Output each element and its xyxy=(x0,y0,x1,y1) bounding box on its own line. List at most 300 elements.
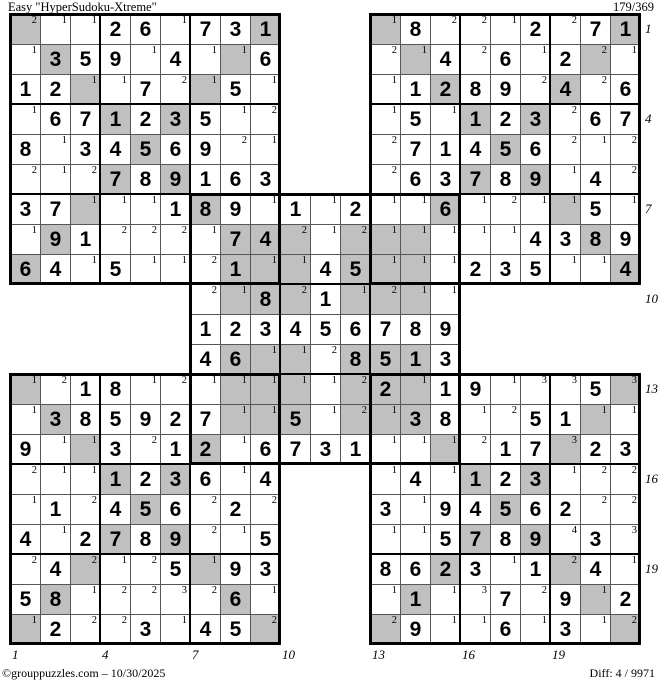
sudoku-cell[interactable] xyxy=(70,254,101,285)
sudoku-cell[interactable] xyxy=(340,404,371,435)
sudoku-cell[interactable] xyxy=(70,554,101,585)
sudoku-cell[interactable] xyxy=(430,284,461,315)
sudoku-cell[interactable] xyxy=(520,494,551,525)
sudoku-cell[interactable] xyxy=(520,74,551,105)
sudoku-cell[interactable] xyxy=(220,554,251,585)
sudoku-cell[interactable] xyxy=(40,404,71,435)
sudoku-cell[interactable] xyxy=(280,344,311,375)
sudoku-cell[interactable] xyxy=(190,74,221,105)
sudoku-cell[interactable] xyxy=(610,14,641,45)
sudoku-cell[interactable] xyxy=(520,134,551,165)
sudoku-cell[interactable] xyxy=(580,74,611,105)
sudoku-cell[interactable] xyxy=(430,494,461,525)
sudoku-cell[interactable] xyxy=(550,134,581,165)
sudoku-cell[interactable] xyxy=(100,44,131,75)
sudoku-cell[interactable] xyxy=(490,224,521,255)
sudoku-cell[interactable] xyxy=(460,464,491,495)
sudoku-cell[interactable] xyxy=(220,44,251,75)
sudoku-cell[interactable] xyxy=(40,524,71,555)
sudoku-cell[interactable] xyxy=(460,524,491,555)
sudoku-cell[interactable] xyxy=(400,554,431,585)
sudoku-cell[interactable] xyxy=(490,434,521,465)
sudoku-cell[interactable] xyxy=(130,224,161,255)
sudoku-cell[interactable] xyxy=(100,224,131,255)
sudoku-cell[interactable] xyxy=(520,254,551,285)
sudoku-cell[interactable] xyxy=(130,254,161,285)
sudoku-cell[interactable] xyxy=(460,44,491,75)
sudoku-cell[interactable] xyxy=(340,344,371,375)
sudoku-cell[interactable] xyxy=(220,344,251,375)
sudoku-cell[interactable] xyxy=(250,134,281,165)
sudoku-cell[interactable] xyxy=(430,374,461,405)
sudoku-cell[interactable] xyxy=(550,494,581,525)
sudoku-cell[interactable] xyxy=(550,554,581,585)
sudoku-cell[interactable] xyxy=(40,164,71,195)
sudoku-cell[interactable] xyxy=(190,374,221,405)
sudoku-cell[interactable] xyxy=(490,404,521,435)
sudoku-cell[interactable] xyxy=(250,14,281,45)
sudoku-cell[interactable] xyxy=(100,524,131,555)
sudoku-cell[interactable] xyxy=(400,134,431,165)
sudoku-cell[interactable] xyxy=(370,524,401,555)
sudoku-cell[interactable] xyxy=(340,434,371,465)
sudoku-cell[interactable] xyxy=(490,44,521,75)
sudoku-cell[interactable] xyxy=(580,464,611,495)
sudoku-cell[interactable] xyxy=(370,224,401,255)
sudoku-cell[interactable] xyxy=(400,584,431,615)
sudoku-cell[interactable] xyxy=(10,224,41,255)
sudoku-cell[interactable] xyxy=(160,464,191,495)
sudoku-cell[interactable] xyxy=(100,104,131,135)
sudoku-cell[interactable] xyxy=(580,374,611,405)
sudoku-cell[interactable] xyxy=(310,374,341,405)
sudoku-cell[interactable] xyxy=(430,464,461,495)
sudoku-cell[interactable] xyxy=(160,164,191,195)
sudoku-cell[interactable] xyxy=(310,314,341,345)
sudoku-cell[interactable] xyxy=(370,494,401,525)
sudoku-cell[interactable] xyxy=(430,44,461,75)
sudoku-cell[interactable] xyxy=(280,224,311,255)
sudoku-cell[interactable] xyxy=(580,254,611,285)
sudoku-cell[interactable] xyxy=(520,554,551,585)
sudoku-cell[interactable] xyxy=(580,614,611,645)
sudoku-cell[interactable] xyxy=(100,74,131,105)
sudoku-cell[interactable] xyxy=(70,434,101,465)
sudoku-cell[interactable] xyxy=(340,314,371,345)
sudoku-cell[interactable] xyxy=(190,164,221,195)
sudoku-cell[interactable] xyxy=(190,134,221,165)
sudoku-cell[interactable] xyxy=(250,434,281,465)
sudoku-cell[interactable] xyxy=(610,224,641,255)
sudoku-cell[interactable] xyxy=(130,434,161,465)
sudoku-cell[interactable] xyxy=(220,134,251,165)
sudoku-cell[interactable] xyxy=(370,344,401,375)
sudoku-cell[interactable] xyxy=(250,344,281,375)
sudoku-cell[interactable] xyxy=(370,554,401,585)
sudoku-cell[interactable] xyxy=(460,494,491,525)
sudoku-cell[interactable] xyxy=(580,224,611,255)
sudoku-cell[interactable] xyxy=(250,524,281,555)
sudoku-cell[interactable] xyxy=(10,254,41,285)
sudoku-cell[interactable] xyxy=(130,554,161,585)
sudoku-cell[interactable] xyxy=(160,554,191,585)
sudoku-cell[interactable] xyxy=(550,74,581,105)
sudoku-cell[interactable] xyxy=(370,284,401,315)
sudoku-cell[interactable] xyxy=(580,434,611,465)
sudoku-cell[interactable] xyxy=(190,224,221,255)
sudoku-cell[interactable] xyxy=(160,614,191,645)
sudoku-cell[interactable] xyxy=(400,494,431,525)
sudoku-cell[interactable] xyxy=(580,44,611,75)
sudoku-cell[interactable] xyxy=(310,404,341,435)
sudoku-cell[interactable] xyxy=(70,194,101,225)
sudoku-cell[interactable] xyxy=(70,164,101,195)
sudoku-cell[interactable] xyxy=(340,374,371,405)
sudoku-cell[interactable] xyxy=(250,374,281,405)
sudoku-cell[interactable] xyxy=(160,374,191,405)
sudoku-cell[interactable] xyxy=(550,164,581,195)
sudoku-cell[interactable] xyxy=(250,464,281,495)
sudoku-cell[interactable] xyxy=(550,524,581,555)
sudoku-cell[interactable] xyxy=(610,524,641,555)
sudoku-cell[interactable] xyxy=(10,44,41,75)
sudoku-cell[interactable] xyxy=(430,614,461,645)
sudoku-cell[interactable] xyxy=(160,14,191,45)
sudoku-cell[interactable] xyxy=(250,44,281,75)
sudoku-cell[interactable] xyxy=(550,614,581,645)
sudoku-cell[interactable] xyxy=(250,494,281,525)
sudoku-cell[interactable] xyxy=(220,224,251,255)
sudoku-cell[interactable] xyxy=(370,584,401,615)
sudoku-cell[interactable] xyxy=(160,434,191,465)
sudoku-cell[interactable] xyxy=(10,554,41,585)
sudoku-cell[interactable] xyxy=(400,44,431,75)
sudoku-cell[interactable] xyxy=(40,134,71,165)
sudoku-cell[interactable] xyxy=(580,134,611,165)
sudoku-cell[interactable] xyxy=(340,194,371,225)
sudoku-cell[interactable] xyxy=(10,614,41,645)
sudoku-cell[interactable] xyxy=(430,224,461,255)
sudoku-cell[interactable] xyxy=(160,194,191,225)
sudoku-cell[interactable] xyxy=(490,104,521,135)
sudoku-cell[interactable] xyxy=(340,254,371,285)
sudoku-cell[interactable] xyxy=(280,434,311,465)
sudoku-cell[interactable] xyxy=(460,614,491,645)
sudoku-cell[interactable] xyxy=(400,194,431,225)
sudoku-cell[interactable] xyxy=(40,614,71,645)
sudoku-cell[interactable] xyxy=(130,74,161,105)
sudoku-cell[interactable] xyxy=(40,224,71,255)
sudoku-cell[interactable] xyxy=(130,584,161,615)
sudoku-cell[interactable] xyxy=(40,44,71,75)
sudoku-cell[interactable] xyxy=(370,314,401,345)
sudoku-cell[interactable] xyxy=(130,374,161,405)
sudoku-cell[interactable] xyxy=(610,74,641,105)
sudoku-cell[interactable] xyxy=(460,224,491,255)
sudoku-cell[interactable] xyxy=(430,584,461,615)
sudoku-cell[interactable] xyxy=(220,524,251,555)
sudoku-cell[interactable] xyxy=(40,14,71,45)
sudoku-cell[interactable] xyxy=(160,224,191,255)
sudoku-cell[interactable] xyxy=(460,134,491,165)
sudoku-cell[interactable] xyxy=(190,584,221,615)
sudoku-cell[interactable] xyxy=(100,404,131,435)
sudoku-cell[interactable] xyxy=(220,404,251,435)
sudoku-cell[interactable] xyxy=(610,134,641,165)
sudoku-cell[interactable] xyxy=(70,74,101,105)
sudoku-cell[interactable] xyxy=(400,464,431,495)
sudoku-cell[interactable] xyxy=(160,44,191,75)
sudoku-cell[interactable] xyxy=(100,464,131,495)
sudoku-cell[interactable] xyxy=(220,74,251,105)
sudoku-cell[interactable] xyxy=(610,44,641,75)
sudoku-cell[interactable] xyxy=(190,314,221,345)
sudoku-cell[interactable] xyxy=(250,614,281,645)
sudoku-cell[interactable] xyxy=(250,554,281,585)
sudoku-cell[interactable] xyxy=(130,494,161,525)
sudoku-cell[interactable] xyxy=(250,254,281,285)
sudoku-cell[interactable] xyxy=(460,74,491,105)
sudoku-cell[interactable] xyxy=(160,524,191,555)
sudoku-cell[interactable] xyxy=(10,74,41,105)
sudoku-cell[interactable] xyxy=(580,554,611,585)
sudoku-cell[interactable] xyxy=(490,74,521,105)
sudoku-cell[interactable] xyxy=(490,194,521,225)
sudoku-cell[interactable] xyxy=(10,104,41,135)
sudoku-cell[interactable] xyxy=(10,464,41,495)
sudoku-cell[interactable] xyxy=(130,464,161,495)
sudoku-cell[interactable] xyxy=(610,374,641,405)
sudoku-cell[interactable] xyxy=(610,104,641,135)
sudoku-cell[interactable] xyxy=(40,464,71,495)
sudoku-cell[interactable] xyxy=(370,134,401,165)
sudoku-cell[interactable] xyxy=(400,74,431,105)
sudoku-cell[interactable] xyxy=(130,134,161,165)
sudoku-cell[interactable] xyxy=(160,74,191,105)
sudoku-cell[interactable] xyxy=(430,404,461,435)
sudoku-cell[interactable] xyxy=(430,14,461,45)
sudoku-cell[interactable] xyxy=(490,134,521,165)
sudoku-cell[interactable] xyxy=(370,404,401,435)
sudoku-cell[interactable] xyxy=(310,284,341,315)
sudoku-cell[interactable] xyxy=(430,314,461,345)
sudoku-cell[interactable] xyxy=(610,164,641,195)
sudoku-cell[interactable] xyxy=(610,194,641,225)
sudoku-cell[interactable] xyxy=(190,464,221,495)
sudoku-cell[interactable] xyxy=(190,254,221,285)
sudoku-cell[interactable] xyxy=(70,104,101,135)
sudoku-cell[interactable] xyxy=(250,584,281,615)
sudoku-cell[interactable] xyxy=(280,194,311,225)
sudoku-cell[interactable] xyxy=(250,104,281,135)
sudoku-cell[interactable] xyxy=(490,614,521,645)
sudoku-cell[interactable] xyxy=(190,434,221,465)
sudoku-cell[interactable] xyxy=(400,344,431,375)
sudoku-cell[interactable] xyxy=(400,164,431,195)
sudoku-cell[interactable] xyxy=(550,374,581,405)
sudoku-cell[interactable] xyxy=(100,584,131,615)
sudoku-cell[interactable] xyxy=(610,404,641,435)
sudoku-cell[interactable] xyxy=(40,74,71,105)
sudoku-cell[interactable] xyxy=(520,464,551,495)
sudoku-cell[interactable] xyxy=(130,164,161,195)
sudoku-cell[interactable] xyxy=(250,164,281,195)
sudoku-cell[interactable] xyxy=(460,104,491,135)
sudoku-cell[interactable] xyxy=(220,314,251,345)
sudoku-cell[interactable] xyxy=(220,254,251,285)
sudoku-cell[interactable] xyxy=(400,104,431,135)
sudoku-cell[interactable] xyxy=(280,254,311,285)
sudoku-cell[interactable] xyxy=(460,584,491,615)
sudoku-cell[interactable] xyxy=(190,554,221,585)
sudoku-cell[interactable] xyxy=(190,104,221,135)
sudoku-cell[interactable] xyxy=(460,404,491,435)
sudoku-cell[interactable] xyxy=(550,14,581,45)
sudoku-cell[interactable] xyxy=(400,374,431,405)
sudoku-cell[interactable] xyxy=(190,194,221,225)
sudoku-cell[interactable] xyxy=(100,194,131,225)
sudoku-cell[interactable] xyxy=(10,164,41,195)
sudoku-cell[interactable] xyxy=(550,434,581,465)
sudoku-cell[interactable] xyxy=(190,404,221,435)
sudoku-cell[interactable] xyxy=(520,434,551,465)
sudoku-cell[interactable] xyxy=(550,224,581,255)
sudoku-cell[interactable] xyxy=(520,584,551,615)
sudoku-cell[interactable] xyxy=(400,314,431,345)
sudoku-cell[interactable] xyxy=(70,614,101,645)
sudoku-cell[interactable] xyxy=(400,614,431,645)
sudoku-cell[interactable] xyxy=(400,524,431,555)
sudoku-cell[interactable] xyxy=(550,194,581,225)
sudoku-cell[interactable] xyxy=(250,284,281,315)
sudoku-cell[interactable] xyxy=(70,374,101,405)
sudoku-cell[interactable] xyxy=(490,524,521,555)
sudoku-cell[interactable] xyxy=(430,524,461,555)
sudoku-cell[interactable] xyxy=(580,14,611,45)
sudoku-cell[interactable] xyxy=(250,404,281,435)
sudoku-cell[interactable] xyxy=(430,134,461,165)
sudoku-cell[interactable] xyxy=(220,494,251,525)
sudoku-cell[interactable] xyxy=(490,164,521,195)
sudoku-cell[interactable] xyxy=(220,164,251,195)
sudoku-cell[interactable] xyxy=(580,404,611,435)
sudoku-cell[interactable] xyxy=(460,554,491,585)
sudoku-cell[interactable] xyxy=(520,44,551,75)
sudoku-cell[interactable] xyxy=(220,284,251,315)
sudoku-cell[interactable] xyxy=(490,254,521,285)
sudoku-cell[interactable] xyxy=(160,494,191,525)
sudoku-cell[interactable] xyxy=(520,374,551,405)
sudoku-cell[interactable] xyxy=(100,554,131,585)
sudoku-cell[interactable] xyxy=(220,104,251,135)
sudoku-cell[interactable] xyxy=(10,194,41,225)
sudoku-cell[interactable] xyxy=(190,524,221,555)
sudoku-cell[interactable] xyxy=(190,494,221,525)
sudoku-cell[interactable] xyxy=(550,104,581,135)
sudoku-cell[interactable] xyxy=(250,224,281,255)
sudoku-cell[interactable] xyxy=(460,194,491,225)
sudoku-cell[interactable] xyxy=(460,434,491,465)
sudoku-cell[interactable] xyxy=(370,74,401,105)
sudoku-cell[interactable] xyxy=(10,584,41,615)
sudoku-cell[interactable] xyxy=(100,164,131,195)
sudoku-cell[interactable] xyxy=(40,554,71,585)
sudoku-cell[interactable] xyxy=(280,374,311,405)
sudoku-cell[interactable] xyxy=(550,464,581,495)
sudoku-cell[interactable] xyxy=(430,194,461,225)
sudoku-cell[interactable] xyxy=(400,14,431,45)
sudoku-cell[interactable] xyxy=(10,134,41,165)
sudoku-cell[interactable] xyxy=(70,464,101,495)
sudoku-cell[interactable] xyxy=(430,164,461,195)
sudoku-cell[interactable] xyxy=(370,374,401,405)
sudoku-cell[interactable] xyxy=(40,374,71,405)
sudoku-cell[interactable] xyxy=(520,614,551,645)
sudoku-cell[interactable] xyxy=(430,554,461,585)
sudoku-cell[interactable] xyxy=(460,254,491,285)
sudoku-cell[interactable] xyxy=(580,524,611,555)
sudoku-cell[interactable] xyxy=(520,224,551,255)
sudoku-cell[interactable] xyxy=(130,524,161,555)
sudoku-cell[interactable] xyxy=(250,74,281,105)
sudoku-cell[interactable] xyxy=(580,194,611,225)
sudoku-cell[interactable] xyxy=(70,404,101,435)
sudoku-cell[interactable] xyxy=(340,284,371,315)
sudoku-cell[interactable] xyxy=(550,254,581,285)
sudoku-cell[interactable] xyxy=(370,104,401,135)
sudoku-cell[interactable] xyxy=(310,194,341,225)
sudoku-cell[interactable] xyxy=(610,464,641,495)
sudoku-cell[interactable] xyxy=(130,104,161,135)
sudoku-cell[interactable] xyxy=(10,524,41,555)
sudoku-cell[interactable] xyxy=(370,434,401,465)
sudoku-cell[interactable] xyxy=(100,614,131,645)
sudoku-cell[interactable] xyxy=(190,344,221,375)
sudoku-cell[interactable] xyxy=(130,404,161,435)
sudoku-cell[interactable] xyxy=(370,44,401,75)
sudoku-cell[interactable] xyxy=(490,584,521,615)
sudoku-cell[interactable] xyxy=(160,404,191,435)
sudoku-cell[interactable] xyxy=(70,134,101,165)
sudoku-cell[interactable] xyxy=(370,14,401,45)
sudoku-cell[interactable] xyxy=(580,104,611,135)
sudoku-cell[interactable] xyxy=(490,554,521,585)
sudoku-cell[interactable] xyxy=(220,434,251,465)
sudoku-cell[interactable] xyxy=(10,374,41,405)
sudoku-cell[interactable] xyxy=(400,224,431,255)
sudoku-cell[interactable] xyxy=(280,404,311,435)
sudoku-cell[interactable] xyxy=(130,614,161,645)
sudoku-cell[interactable] xyxy=(130,14,161,45)
sudoku-cell[interactable] xyxy=(100,134,131,165)
sudoku-cell[interactable] xyxy=(580,494,611,525)
sudoku-cell[interactable] xyxy=(310,254,341,285)
sudoku-cell[interactable] xyxy=(460,374,491,405)
sudoku-cell[interactable] xyxy=(220,584,251,615)
sudoku-cell[interactable] xyxy=(220,374,251,405)
sudoku-cell[interactable] xyxy=(400,404,431,435)
sudoku-cell[interactable] xyxy=(160,134,191,165)
sudoku-cell[interactable] xyxy=(10,494,41,525)
sudoku-cell[interactable] xyxy=(490,374,521,405)
sudoku-cell[interactable] xyxy=(100,14,131,45)
sudoku-cell[interactable] xyxy=(40,104,71,135)
sudoku-cell[interactable] xyxy=(550,44,581,75)
sudoku-cell[interactable] xyxy=(100,494,131,525)
sudoku-cell[interactable] xyxy=(580,164,611,195)
sudoku-cell[interactable] xyxy=(220,614,251,645)
sudoku-cell[interactable] xyxy=(610,554,641,585)
